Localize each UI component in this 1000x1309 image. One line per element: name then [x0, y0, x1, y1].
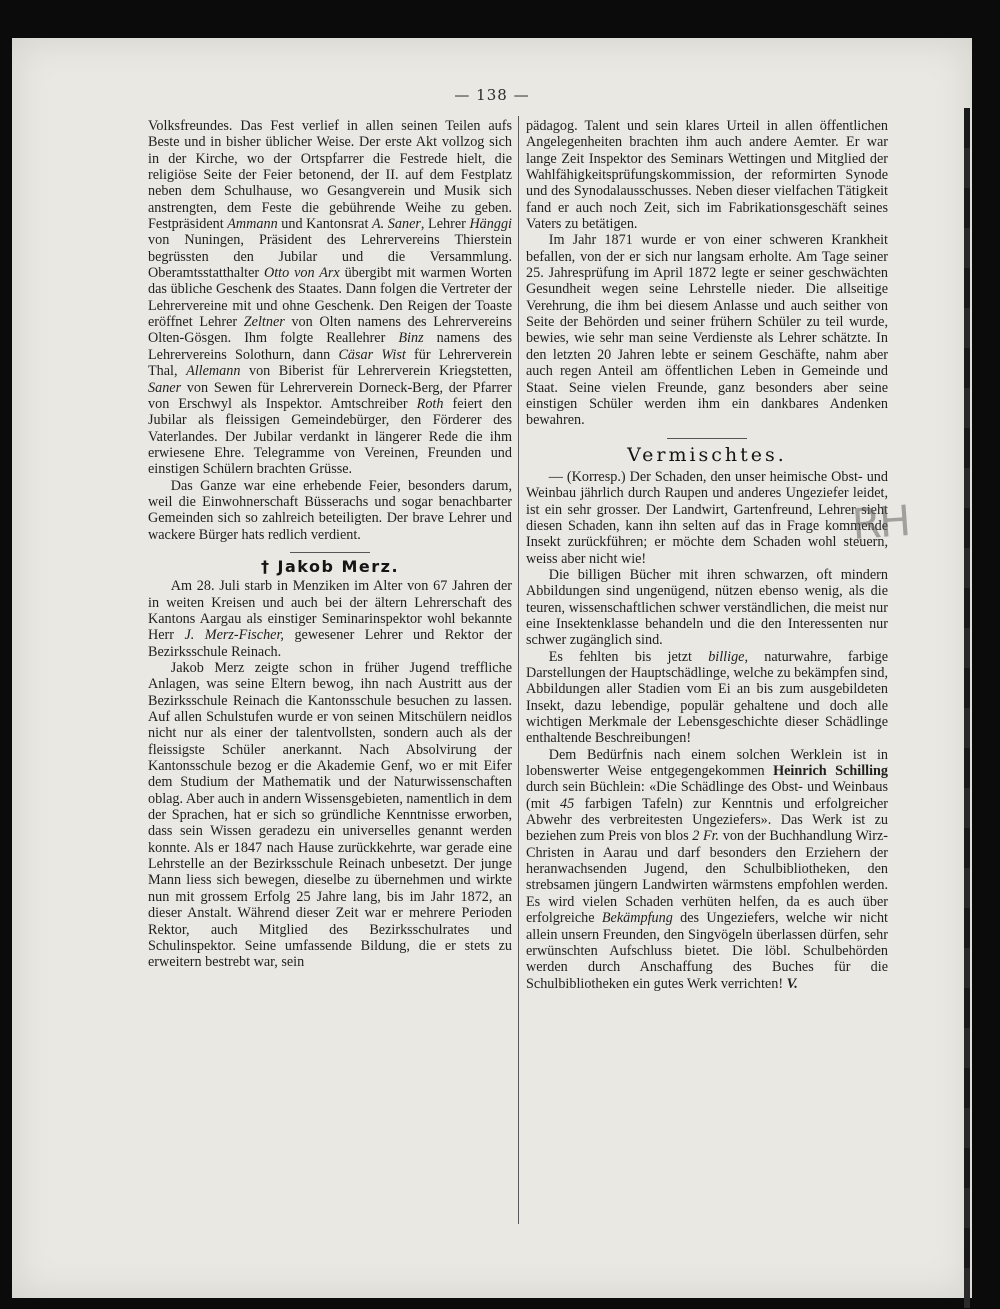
- handwritten-annotation: RH: [850, 496, 911, 549]
- paragraph-biography-continued: pädagog. Talent und sein klares Urteil in allen öffentlichen Angelegenheiten brachten ihm auch andere Aemter. Er war lange Zeit Inspektor des Seminars Wettingen und Mitglied der Wahlfähigkeitsprüfungskommission, der reformirten Synode und des Synodalausschusses. Neben dieser vielfachen Tätigkeit fand er auch noch Zeit, sich im Fabrikationsgeschäft seines Vaters zu betätigen.: [526, 118, 888, 233]
- left-column: [148, 118, 512, 971]
- paragraph-pests: — (Korresp.) Der Schaden, den unser heimische Obst- und Weinbau jährlich durch Raupen und anderes Ungeziefer leidet, ist ein sehr grosser. Der Landwirt, Gartenfreund, Lehrer sieht diesen Schaden, kann ihn selten auf das in Frage kommende Insekt zurückführen; er möchte dem Schaden wohl steuern, weiss aber nicht wie!: [526, 468, 888, 567]
- section-divider: [667, 438, 747, 439]
- author-signature: V.: [786, 975, 798, 992]
- paragraph-cheap-books: Die billigen Bücher mit ihren schwarzen, oft mindern Abbildungen sind ungenügend, nützen ebenso wenig, als die teuren, wissenschaftlichen schwer verständlichen, die meist nur eine Insektenklasse behandeln und die den Interessenten nur schwer zugänglich sind.: [526, 566, 888, 649]
- column-rule: [518, 116, 519, 1224]
- page-number: — 138 —: [454, 86, 530, 104]
- page: [12, 38, 972, 1298]
- paragraph-illness: Im Jahr 1871 wurde er von einer schweren Krankheit befallen, von der er sich nur langsam erholte. Am Tage seiner 25. Jahresprüfung im April 1872 legte er seiner geschwächten Gesundheit wegen seine Lehrstelle nieder. Die allseitige Verehrung, die ihm bei diesem Anlasse und auch seither von Seite der Behörden und seiner frühern Schüler zu teil wurde, bewies, wie sehr man seine Verdienste als Lehrer schätzte. In den letzten 20 Jahren lebte er seinem Geschäfte, nahm aber auch regen Anteil am öffentlichen Leben in Gemeinde und Staat. Seine vielen Freunde, ganz besonders aber seine einstigen Schüler werden ihm ein dankbares Andenken bewahren.: [526, 232, 888, 429]
- right-column: [526, 118, 888, 992]
- paragraph-obituary-intro: Am 28. Juli starb in Menziken im Alter von 67 Jahren der in weiten Kreisen und auch bei der ältern Lehrerschaft des Kantons Aargau als einstiger Seminarinspektor wohl bekannte Herr J. Merz-Fischer, gewesener Lehrer und Rektor der Bezirksschule Reinach.: [148, 578, 512, 660]
- obituary-heading: † Jakob Merz.: [260, 556, 400, 576]
- paragraph-biography: Jakob Merz zeigte schon in früher Jugend treffliche Anlagen, was seine Eltern bewog, ihn nach Austritt aus der Bezirksschule Reinach die Kantonsschule besuchen zu lassen. Auf allen Schulstufen wurde er von seinen Mitschülern neidlos nicht nur als einer der talentvollsten, sondern auch als der fleissigste Schüler anerkannt. Nach Absolvirung der Kantonsschule bezog er die Akademie Genf, wo er mit Eifer dem Studium der Mathematik und der Naturwissenschaften oblag. Aber auch in andern Wissensgebieten, namentlich in dem der Sprachen, hat er sich so gründliche Kenntnisse erworben, dass sein Wissen geradezu ein universelles genannt werden konnte. Als er 1847 nach Hause zurückkehrte, war gerade eine Lehrstelle an der Bezirksschule Reinach unbesetzt. Der junge Mann liess sich bewegen, dieselbe zu übernehmen und wirkte nun mit grossem Erfolg 25 Jahre lang, bis im Jahr 1872, an dieser Anstalt. Während dieser Zeit war er mehrere Perioden Rektor, auch Mitglied des Bezirksschulrates und Schulinspektor. Seine umfassende Bildung, die er stets zu erweitern bestrebt war, sein: [148, 660, 512, 971]
- section-divider: [290, 552, 370, 553]
- paragraph-missing-depictions: Es fehlten bis jetzt billige, naturwahre, farbige Darstellungen der Hauptschädlinge, welche zu bekämpfen sind, Abbildungen aller Stadien vom Ei an bis zum ausgebildeten Insekt, dazu lebendige, populär gehaltene und doch alle wichtigen Merkmale der Lebensgeschichte dieser Schädlinge enthaltende Beschreibungen!: [526, 648, 889, 747]
- paragraph-festival: Volksfreundes. Das Fest verlief in allen seinen Teilen aufs Beste und in bisher üblicher Weise. Der erste Akt vollzog sich in der Kirche, wo der Ortspfarrer die Festrede hielt, die religiöse Seite der Feier betonend, der II. auf dem Festplatz neben dem Schulhause, wo Gesangverein und Musik sich anstrengten, dem Feste die gebührende Weihe zu geben. Festpräsident Ammann und Kantonsrat A. Saner, Lehrer Hänggi von Nuningen, Präsident des Lehrervereins Thierstein begrüssten den Jubilar und die Versammlung. Oberamtsstatthalter Otto von Arx übergibt mit warmen Worten das übliche Geschenk des Staates. Dann folgen die Vertreter der Lehrervereine mit und ohne Geschenk. Den Reigen der Toaste eröffnet Lehrer Zeltner von Olten namens des Lehrervereins Olten-Gösgen. Ihm folgte Reallehrer Binz namens des Lehrervereins Solothurn, dann Cäsar Wist für Lehrerverein Thal, Allemann von Biberist für Lehrerverein Kriegstetten, Saner von Sewen für Lehrerverein Dorneck-Berg, der Pfarrer von Erschwyl als Inspektor. Amtschreiber Roth feiert den Jubilar als fleissigen Gemeindebürger, den Förderer des Vaterlandes. Der Jubilar verdankt in längerer Rede die ihm erwiesene Ehre. Telegramme von Vereinen, Freunden und einstigen Schülern brachten Grüsse.: [148, 118, 513, 478]
- paragraph-summary: Das Ganze war eine erhebende Feier, besonders darum, weil die Einwohnerschaft Büsserachs und sogar benachbarter Gemeinden sich so zahlreich beteiligten. Der brave Lehrer und wackere Bürger hats redlich verdient.: [148, 477, 512, 543]
- paragraph-book-recommendation: Dem Bedürfnis nach einem solchen Werklein ist in lobenswerter Weise entgegengekommen Heinrich Schilling durch sein Büchlein: «Die Schädlinge des Obst- und Weinbaus (mit 45 farbigen Tafeln) zur Kenntnis und erfolgreicher Abwehr des verbreitesten Ungeziefers». Das Werk ist zu beziehen zum Preis von blos 2 Fr. von der Buchhandlung Wirz-Christen in Aarau und darf besonders den Erziehern der heranwachsenden Jugend, den Schulbibliotheken, den strebsamen jüngern Landwirten wärmstens empfohlen werden. Es wird vielen Schaden verhüten helfen, da es auch über erfolgreiche Bekämpfung des Ungeziefers, welche wir nicht allein unsern Freunden, den Singvögeln überlassen dürfen, sehr erwünschten Aufschluss bietet. Die löbl. Schulbehörden werden durch Anschaffung des Buches für die Schulbibliotheken ein gutes Werk verrichten! V.: [526, 746, 889, 992]
- section-heading: Vermischtes.: [627, 443, 787, 466]
- page-edge: [964, 108, 970, 1308]
